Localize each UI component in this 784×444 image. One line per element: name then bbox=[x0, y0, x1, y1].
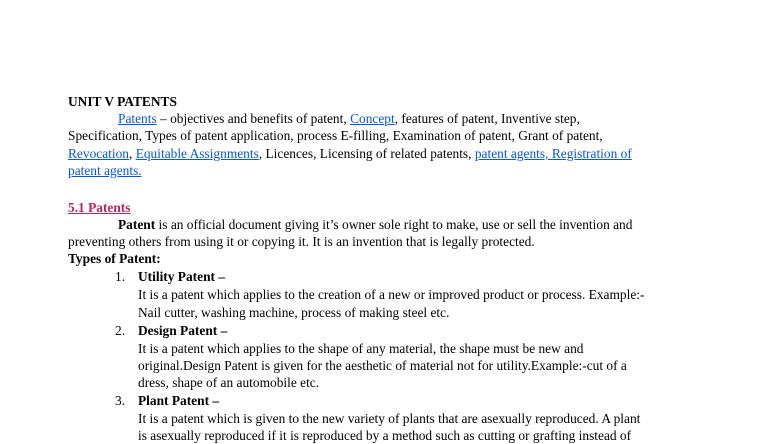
syllabus-line-2: Specification, Types of patent application, process E-filling, Examination of patent, Grant of patent, bbox=[68, 128, 603, 143]
type-1-line-2: Nail cutter, washing machine, process of making steel etc. bbox=[138, 305, 450, 320]
type-3-line-1: It is a patent which is given to the new variety of plants that are asexually reproduced. A plant bbox=[138, 411, 641, 426]
patent-agents-link[interactable]: patent agents, Registration of bbox=[474, 146, 632, 161]
intro-text: is an official document giving it’s owner sole right to make, use or sell the invention and bbox=[155, 217, 633, 232]
equitable-assignments-link[interactable]: Equitable Assignments bbox=[135, 146, 259, 161]
patents-link[interactable]: Patents bbox=[118, 111, 157, 126]
type-1-line-1: It is a patent which applies to the creation of a new or improved product or process. Example:- bbox=[138, 287, 645, 302]
section-heading: 5.1 Patents bbox=[68, 200, 131, 215]
type-2-number: 2. bbox=[115, 323, 126, 338]
type-2-title: Design Patent – bbox=[138, 323, 228, 338]
patent-agents-link-cont[interactable]: patent agents. bbox=[68, 163, 142, 178]
syllabus-text-1: – objectives and benefits of patent, bbox=[156, 111, 351, 126]
type-3-line-2: is asexually reproduced if it is reproduced by a method such as cutting or grafting instead of bbox=[138, 428, 632, 443]
revocation-link[interactable]: Revocation bbox=[68, 146, 129, 161]
intro-bold-term: Patent bbox=[118, 217, 156, 232]
syllabus-text-2: , features of patent, Inventive step, bbox=[394, 111, 580, 126]
type-2-line-2: original.Design Patent is given for the aesthetic of material not for utility.Example:-cut of a bbox=[138, 358, 627, 373]
syllabus-text-4: , Licences, Licensing of related patents, bbox=[258, 146, 475, 161]
intro-line-1 bbox=[118, 216, 632, 233]
types-heading: Types of Patent: bbox=[68, 251, 161, 266]
concept-link[interactable]: Concept bbox=[350, 111, 395, 126]
type-2-line-3: dress, shape of an automobile etc. bbox=[138, 375, 320, 390]
type-1-number: 1. bbox=[115, 269, 126, 284]
syllabus-line-1 bbox=[118, 110, 580, 127]
type-2-line-1: It is a patent which applies to the shape of any material, the shape must be new and bbox=[138, 341, 584, 356]
type-3-number: 3. bbox=[115, 393, 126, 408]
unit-title: UNIT V PATENTS bbox=[68, 94, 177, 109]
syllabus-line-3 bbox=[68, 145, 632, 162]
type-1-title: Utility Patent – bbox=[138, 269, 226, 284]
intro-line-2: preventing others from using it or copying it. It is an invention that is legally protected. bbox=[68, 234, 535, 249]
syllabus-line-4 bbox=[68, 162, 142, 179]
syllabus-text-3: , bbox=[128, 146, 136, 161]
type-3-title: Plant Patent – bbox=[138, 393, 220, 408]
